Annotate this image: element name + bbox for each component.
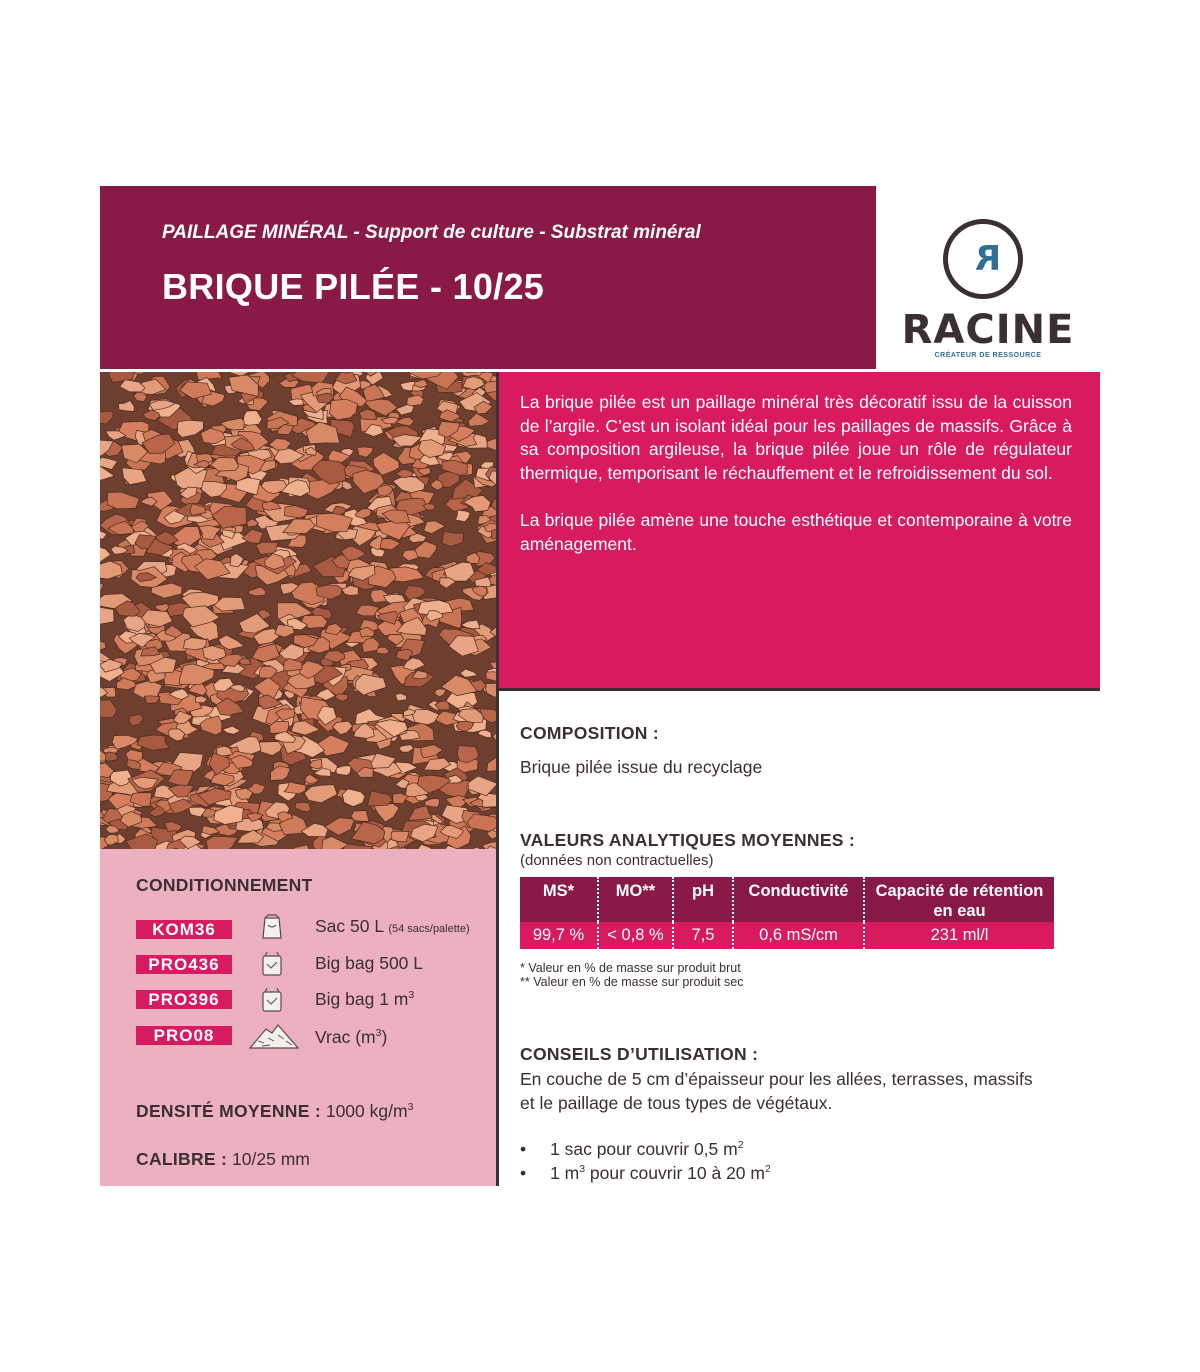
logo-tagline: CRÉATEUR DE RESSOURCE xyxy=(934,352,1042,359)
product-code: PRO08 xyxy=(136,1026,232,1045)
logo-name: RACINE xyxy=(901,307,1075,353)
footnote-1: * Valeur en % de masse sur produit brut xyxy=(520,961,741,975)
bullet-icon: • xyxy=(520,1163,527,1183)
analytics-title: VALEURS ANALYTIQUES MOYENNES : xyxy=(520,830,856,850)
bag-icon xyxy=(258,913,286,941)
table-cell: 231 ml/l xyxy=(930,926,989,944)
usage-text-line: et le paillage de tous types de végétaux. xyxy=(520,1093,833,1113)
header-band xyxy=(100,186,876,369)
description-box xyxy=(498,372,1100,688)
product-code: PRO436 xyxy=(136,955,232,974)
composition-title: COMPOSITION : xyxy=(520,723,660,743)
table-header-cell: Capacité de rétention en eau xyxy=(875,882,1044,920)
table-header-cell: MO** xyxy=(599,877,674,922)
table-header-cell: Conductivité xyxy=(734,877,865,922)
product-photo xyxy=(100,372,496,849)
bullet-icon: • xyxy=(520,1139,527,1159)
analytics-subtitle: (données non contractuelles) xyxy=(520,852,714,869)
crushed-brick-image xyxy=(100,372,496,849)
packaging-label: Big bag 500 L xyxy=(315,953,424,973)
usage-bullet: 1 $m^3$ pour couvrir 10 à 20 $m^2$ xyxy=(550,1163,771,1183)
logo-letter: R xyxy=(974,239,1002,279)
density: DENSITÉ MOYENNE : 1000 $kg/m^3$ xyxy=(136,1101,414,1121)
table-header-row xyxy=(520,877,1054,922)
big-bag-icon xyxy=(258,986,286,1014)
table-header-cell: MS* xyxy=(520,877,599,922)
description-paragraph-2: La brique pilée amène une touche esthétique et contemporaine à votre aménagement. xyxy=(520,510,1072,554)
packaging-label: Big bag 1 $m^3$ xyxy=(315,989,415,1009)
table-cell: 7,5 xyxy=(674,922,734,949)
calibre: CALIBRE : 10/25 mm xyxy=(136,1149,310,1169)
vertical-divider xyxy=(496,372,499,1186)
usage-title: CONSEILS D’UTILISATION : xyxy=(520,1044,759,1064)
packaging-title: CONDITIONNEMENT xyxy=(136,875,313,895)
product-category: PAILLAGE MINÉRAL - Support de culture - Substrat minéral xyxy=(162,222,701,243)
table-cell: < 0,8 % xyxy=(599,922,674,949)
composition-text: Brique pilée issue du recyclage xyxy=(520,757,763,777)
packaging-panel xyxy=(100,849,496,1186)
big-bag-icon xyxy=(258,950,286,978)
racine-logo xyxy=(900,215,1076,365)
product-code: PRO396 xyxy=(136,990,232,1009)
table-cell: 99,7 % xyxy=(520,922,599,949)
footnote-2: ** Valeur en % de masse sur produit sec xyxy=(520,975,744,989)
analytics-table xyxy=(520,877,1054,949)
usage-text-line: En couche de 5 cm d’épaisseur pour les allées, terrasses, massifs xyxy=(520,1069,1033,1089)
bulk-pile-icon xyxy=(248,1021,300,1051)
table-cell: 0,6 mS/cm xyxy=(734,922,865,949)
product-title: BRIQUE PILÉE - 10/25 xyxy=(162,266,545,307)
packaging-label: Sac 50 L (54 sacs/palette) xyxy=(315,916,470,936)
table-header-cell: pH xyxy=(674,877,734,922)
section-divider xyxy=(498,688,1100,691)
description-paragraph-1: La brique pilée est un paillage minéral très décoratif issu de la cuisson de l’argile. C’est un isolant idéal pour les paillages de massifs. Grâce à sa composition argileuse, la brique pilée joue un rôle de régulateur thermique, temporisant le réchauffement et le refroidissement du sol. xyxy=(520,392,1072,483)
logo-circle-icon xyxy=(943,219,1023,299)
usage-bullet: 1 sac pour couvrir 0,5 $m^2$ xyxy=(550,1139,744,1159)
product-code: KOM36 xyxy=(136,920,232,939)
packaging-label: Vrac $(m^3)$ xyxy=(315,1027,388,1047)
table-row xyxy=(520,922,1054,949)
